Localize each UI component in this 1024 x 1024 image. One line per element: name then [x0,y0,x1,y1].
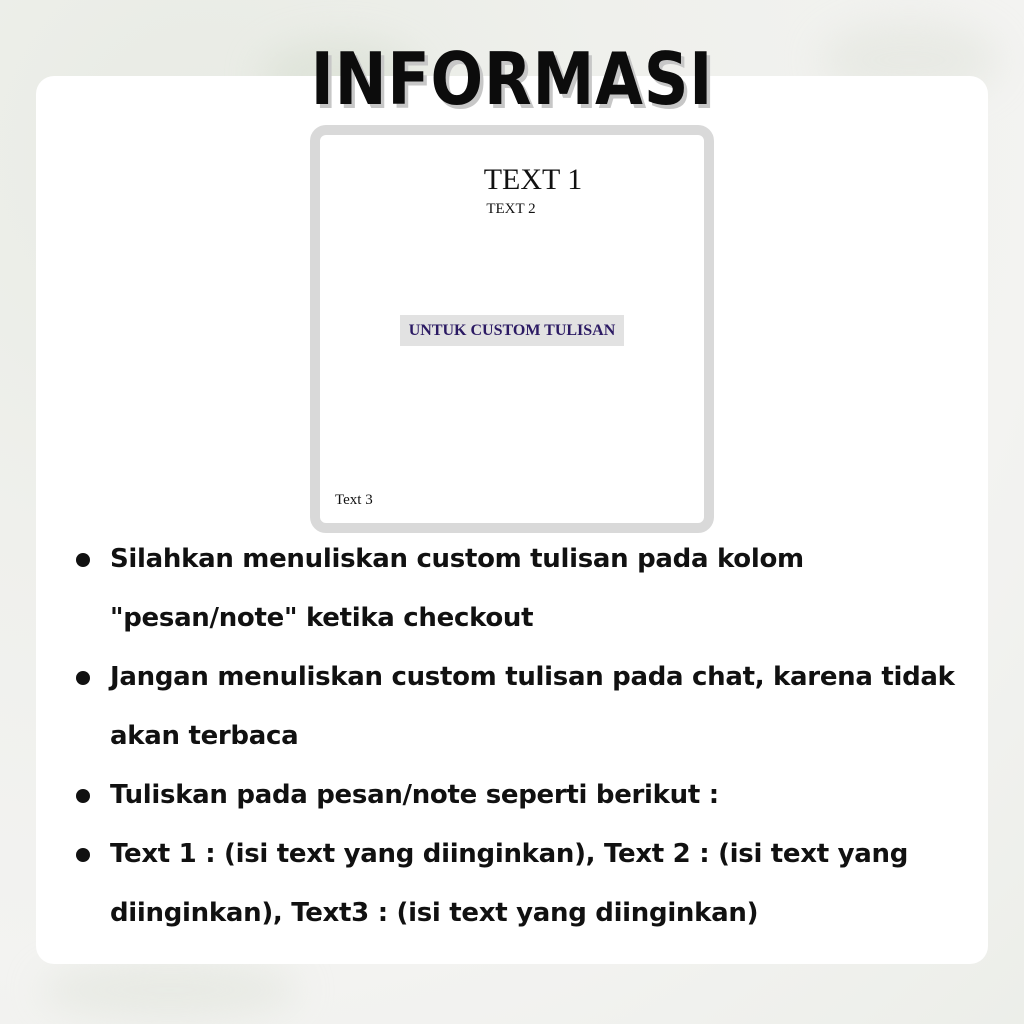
instruction-text: Tuliskan pada pesan/note seperti berikut : [110,780,719,810]
instruction-text: Silahkan menuliskan custom tulisan pada kolom "pesan/note" ketika checkout [110,544,804,633]
instruction-item [70,766,975,825]
instruction-item [70,825,975,943]
preview-text-3: Text 3 [335,492,373,508]
bullet-dot-icon [76,848,90,862]
preview-custom-label: UNTUK CUSTOM TULISAN [400,315,624,346]
instruction-item [70,648,975,766]
instruction-text: Text 1 : (isi text yang diinginkan), Text 2 : (isi text yang diinginkan), Text3 : (isi text yang diinginkan) [110,839,909,928]
preview-text-1: TEXT 1 [483,163,583,196]
preview-text-2: TEXT 2 [486,201,536,217]
background-smudge-bottom [40,960,300,1020]
page-title: INFORMASI [310,37,714,121]
bullet-dot-icon [76,789,90,803]
bullet-dot-icon [76,671,90,685]
bullet-dot-icon [76,553,90,567]
instruction-item [70,530,975,648]
custom-text-preview [310,125,714,533]
instruction-text: Jangan menuliskan custom tulisan pada chat, karena tidak akan terbaca [110,662,955,751]
instruction-list [70,530,975,943]
